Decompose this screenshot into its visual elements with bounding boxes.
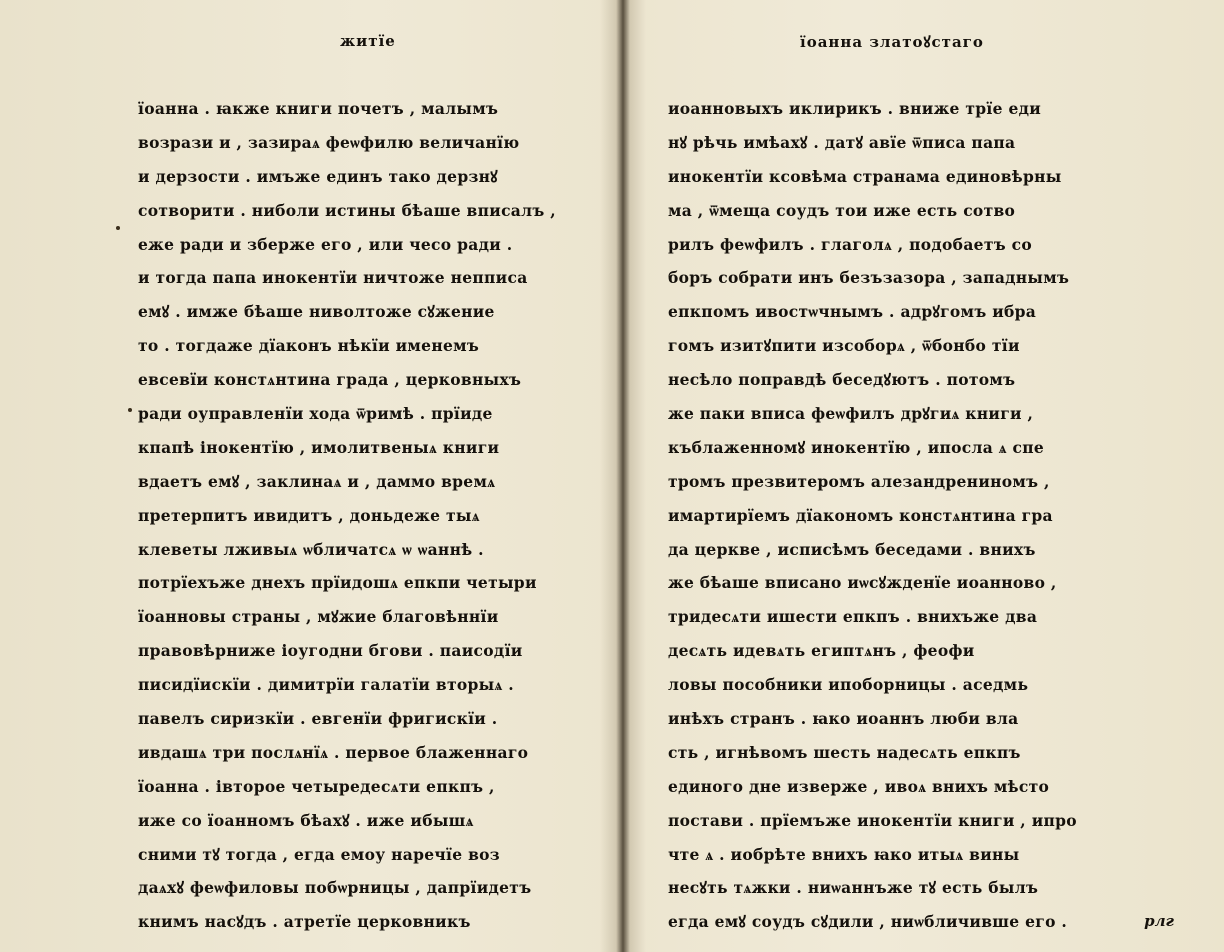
text-line: тридесѧти ишести епкпъ . внихъже два — [668, 607, 1038, 627]
text-line: емꙋ . имже бѣаше ниволтоже сꙋжение — [138, 302, 495, 322]
text-line: боръ собрати инъ безъзазора , западнымъ — [668, 268, 1070, 288]
text-line: и тогда папа инокентїи ничтоже непписа — [138, 268, 528, 288]
text-line: ради оуправленїи хода ѿримѣ . прїиде — [138, 404, 493, 424]
text-line: иоанновыхъ иклирикъ . вниже трїе еди — [668, 99, 1042, 118]
text-line: имартирїемъ дїакономъ констѧнтина гра — [668, 505, 1053, 525]
sheet-number: рлг — [1144, 912, 1174, 930]
text-line: рилъ феѡфилъ . глаголѧ , подобаетъ со — [668, 234, 1032, 254]
left-running-head: житїе — [340, 32, 396, 50]
text-line: евсевїи констѧнтина града , церковныхъ — [138, 370, 522, 390]
text-line: їоанна . ꙗкже книги почетъ , малымъ — [138, 99, 499, 118]
text-line: постави . прїемъже инокентїи книги , ипро — [668, 810, 1077, 830]
text-line: їоанна . івторое четыредесѧти епкпъ , — [138, 776, 495, 796]
text-line: десѧть идевѧть египтѧнъ , феофи — [668, 641, 975, 661]
text-line: павелъ сиризкїи . евгенїи фригискїи . — [138, 709, 498, 729]
text-line: несꙋть тѧжки . ниѡаннъже тꙋ есть былъ — [668, 878, 1039, 898]
text-line: вдаетъ емꙋ , заклинаѧ и , даммо времѧ — [138, 471, 496, 491]
text-line: тромъ презвитеромъ алезандрениномъ , — [668, 471, 1050, 491]
right-text-block — [668, 92, 1180, 939]
text-line: ивдашѧ три послѧнїѧ . первое блаженнаго — [138, 742, 529, 762]
text-line: чте ѧ . иобрѣте внихъ ꙗко итыѧ вины — [668, 844, 1020, 864]
text-line: егда емꙋ соудъ сꙋдили , ниѡбличивше его . — [668, 912, 1068, 932]
text-line: ма , ѿмеща соудъ тои иже есть сотво — [668, 200, 1016, 220]
text-line: сними тꙋ тогда , егда емоу наречїе воз — [138, 844, 501, 864]
text-line: ловы пособники ипоборницы . аседмь — [668, 675, 1029, 695]
text-line: же паки вписа феѡфилъ дрꙋгиѧ книги , — [668, 404, 1034, 424]
text-line: книмъ насꙋдъ . атретїе церковникъ — [138, 912, 471, 932]
text-line: гомъ изитꙋпити изсоборѧ , ѿбонбо тїи — [668, 336, 1020, 356]
text-line: даѧхꙋ феѡфиловы побѡрницы , дапрїидетъ — [138, 878, 532, 898]
text-line: нꙋ рѣчь имѣахꙋ . датꙋ авїе ѿписа папа — [668, 132, 1016, 152]
text-line: правовѣрниже іоугодни бгови . паисодїи — [138, 641, 523, 661]
text-line: несѣло поправдѣ беседꙋютъ . потомъ — [668, 370, 1016, 390]
text-line: епкпомъ ивостѡчнымъ . адрꙋгомъ ибра — [668, 302, 1037, 322]
text-line: единого дне изверже , ивоѧ внихъ мѣсто — [668, 776, 1050, 796]
left-text-block — [138, 92, 594, 939]
text-line: то . тогдаже дїаконъ нѣкїи именемъ — [138, 336, 480, 356]
text-line: претерпитъ ивидитъ , доньдеже тыѧ — [138, 505, 480, 525]
text-line: потрїехъже днехъ прїидошѧ епкпи четыри — [138, 573, 537, 593]
text-line: еже ради и збержe его , или чесо ради . — [138, 234, 513, 254]
ink-speck — [116, 226, 120, 230]
text-line: сть , игнѣвомъ шесть надесѧть епкпъ — [668, 742, 1021, 762]
text-line: къблаженномꙋ инокентїю , ипосла ѧ спе — [668, 437, 1045, 457]
text-line: инокентїи ксовѣма странама единовѣрны — [668, 166, 1062, 186]
text-line: инѣхъ странъ . ꙗко иоаннъ люби вла — [668, 709, 1019, 729]
text-line: и дерзости . имъже единъ тако дерзнꙋ — [138, 166, 498, 186]
ink-speck — [128, 408, 132, 412]
text-line: же бѣаше вписано иѡсꙋжденїе иоанново , — [668, 573, 1057, 593]
text-line: клеветы лживыѧ ѡбличатсѧ ѡ ѡаннѣ . — [138, 539, 484, 559]
right-running-head: їоанна златоꙋстаго — [800, 33, 984, 51]
text-line: сотворити . ниболи истины бѣаше вписалъ , — [138, 200, 556, 220]
right-page — [636, 0, 1224, 952]
text-line: писидїискїи . димитрїи галатїи вторыѧ . — [138, 675, 514, 695]
text-line: да церкве , исписѣмъ беседами . вниxъ — [668, 539, 1036, 559]
text-line: кпапѣ інокентїю , имолитвеныѧ книги — [138, 437, 500, 457]
text-line: возрази и , зазираѧ феѡфилю величанїю — [138, 132, 520, 152]
text-line: їоанновы страны , мꙋжие благовѣннїи — [138, 607, 499, 627]
text-line: иже со їоанномъ бѣахꙋ . иже ибышѧ — [138, 810, 474, 830]
